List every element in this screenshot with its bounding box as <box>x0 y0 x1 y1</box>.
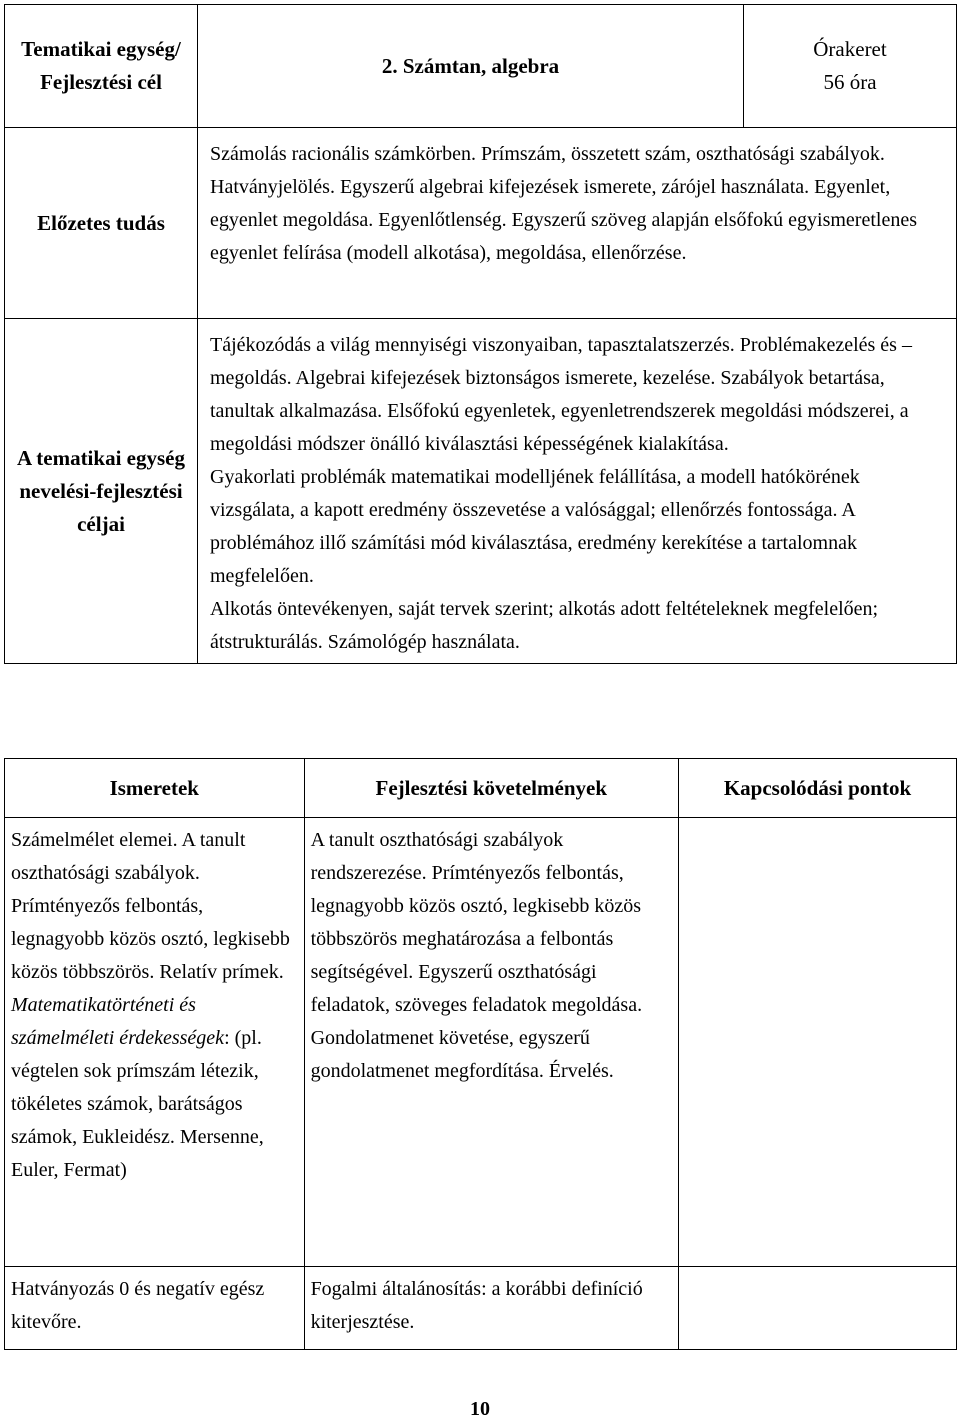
topic-header-row <box>5 5 957 128</box>
goals-paragraph: Alkotás öntevékenyen, saját tervek szerint; alkotás adott feltételeknek megfelelően; átstrukturálás. Számológép használata. <box>210 598 879 653</box>
knowledge-cell <box>5 1267 305 1350</box>
page-number: 10 <box>470 1398 490 1420</box>
table-row <box>5 1267 957 1350</box>
requirements-cell <box>304 1267 678 1350</box>
goals-row <box>5 319 957 664</box>
requirements-text: Fogalmi általánosítás: a korábbi definíció kiterjesztése. <box>310 1278 643 1333</box>
column-header-knowledge: Ismeretek <box>5 759 305 818</box>
goals-text-cell <box>198 319 957 664</box>
links-cell <box>678 1267 956 1350</box>
requirements-text: A tanult oszthatósági szabályok rendszerezése. Prímtényezős felbontás, legnagyobb közös osztó, legkisebb közös többszörös meghatározása a felbontás segítségével. Egyszerű oszthatósági feladatok, szöveges feladatok megoldása. Gondolatmenet követése, egyszerű gondolatmenet megfordítása. Érvelés. <box>310 829 643 1082</box>
topic-label: Tematikai egység/ Fejlesztési cél <box>21 37 181 94</box>
hours-value: 56 óra <box>823 69 877 94</box>
prior-knowledge-label-cell <box>5 128 198 319</box>
content-header-row <box>5 759 957 818</box>
goals-label: A tematikai egység nevelési-fejlesztési céljai <box>17 445 185 536</box>
goals-paragraph: Tájékozódás a világ mennyiségi viszonyaiban, tapasztalatszerzés. Problémakezelés és –megoldás. Algebrai kifejezések biztonságos ismerete, kezelése. Szabályok betartása, tanultak alkalmazása. Elsőfokú egyenletek, egyenletrendszerek megoldási módszerei, a megoldási módszer önálló kiválasztási képességének kialakítása. <box>210 334 912 455</box>
knowledge-italic-text: Matematikatörténeti és számelméleti érdekességek <box>11 994 225 1049</box>
hours-cell <box>744 5 957 128</box>
topic-label-cell <box>5 5 198 128</box>
knowledge-text: Számelmélet elemei. A tanult oszthatósági szabályok. Prímtényezős felbontás, legnagyobb közös osztó, legkisebb közös többszörös. Relatív prímek. <box>11 829 290 983</box>
topic-title-cell <box>198 5 744 128</box>
column-header-requirements: Fejlesztési követelmények <box>304 759 678 818</box>
goals-paragraph: Gyakorlati problémák matematikai modelljének felállítása, a modell hatókörének vizsgálata, a kapott eredmény összevetése a valósággal; ellenőrzés fontossága. A problémához illő számítási mód kiválasztása, eredmény kerekítése a tartalomnak megfelelően. <box>210 466 860 587</box>
knowledge-text: Hatványozás 0 és negatív egész kitevőre. <box>11 1278 265 1333</box>
requirements-cell <box>304 818 678 1267</box>
column-header-links: Kapcsolódási pontok <box>678 759 956 818</box>
prior-knowledge-label: Előzetes tudás <box>37 210 165 235</box>
knowledge-cell <box>5 818 305 1267</box>
table-row <box>5 818 957 1267</box>
goals-label-cell <box>5 319 198 664</box>
prior-knowledge-text-cell <box>198 128 957 319</box>
content-table <box>4 758 957 1350</box>
prior-knowledge-text: Számolás racionális számkörben. Prímszám, összetett szám, oszthatósági szabályok. Hatványjelölés. Egyszerű algebrai kifejezések ismerete, zárójel használata. Egyenlet, egyenlet megoldása. Egyenlőtlenség. Egyszerű szöveg alapján elsőfokú egyismeretlenes egyenlet felírása (modell alkotása), megoldása, ellenőrzése. <box>210 143 917 264</box>
topic-title: 2. Számtan, algebra <box>381 53 560 78</box>
prior-knowledge-row <box>5 128 957 319</box>
hours-label: Órakeret <box>813 36 887 61</box>
links-cell <box>678 818 956 1267</box>
knowledge-text-continued: : (pl. végtelen sok prímszám létezik, tökéletes számok, barátságos számok, Eukleidész. Mersenne, Euler, Fermat) <box>11 1027 264 1181</box>
topic-table <box>4 4 957 664</box>
